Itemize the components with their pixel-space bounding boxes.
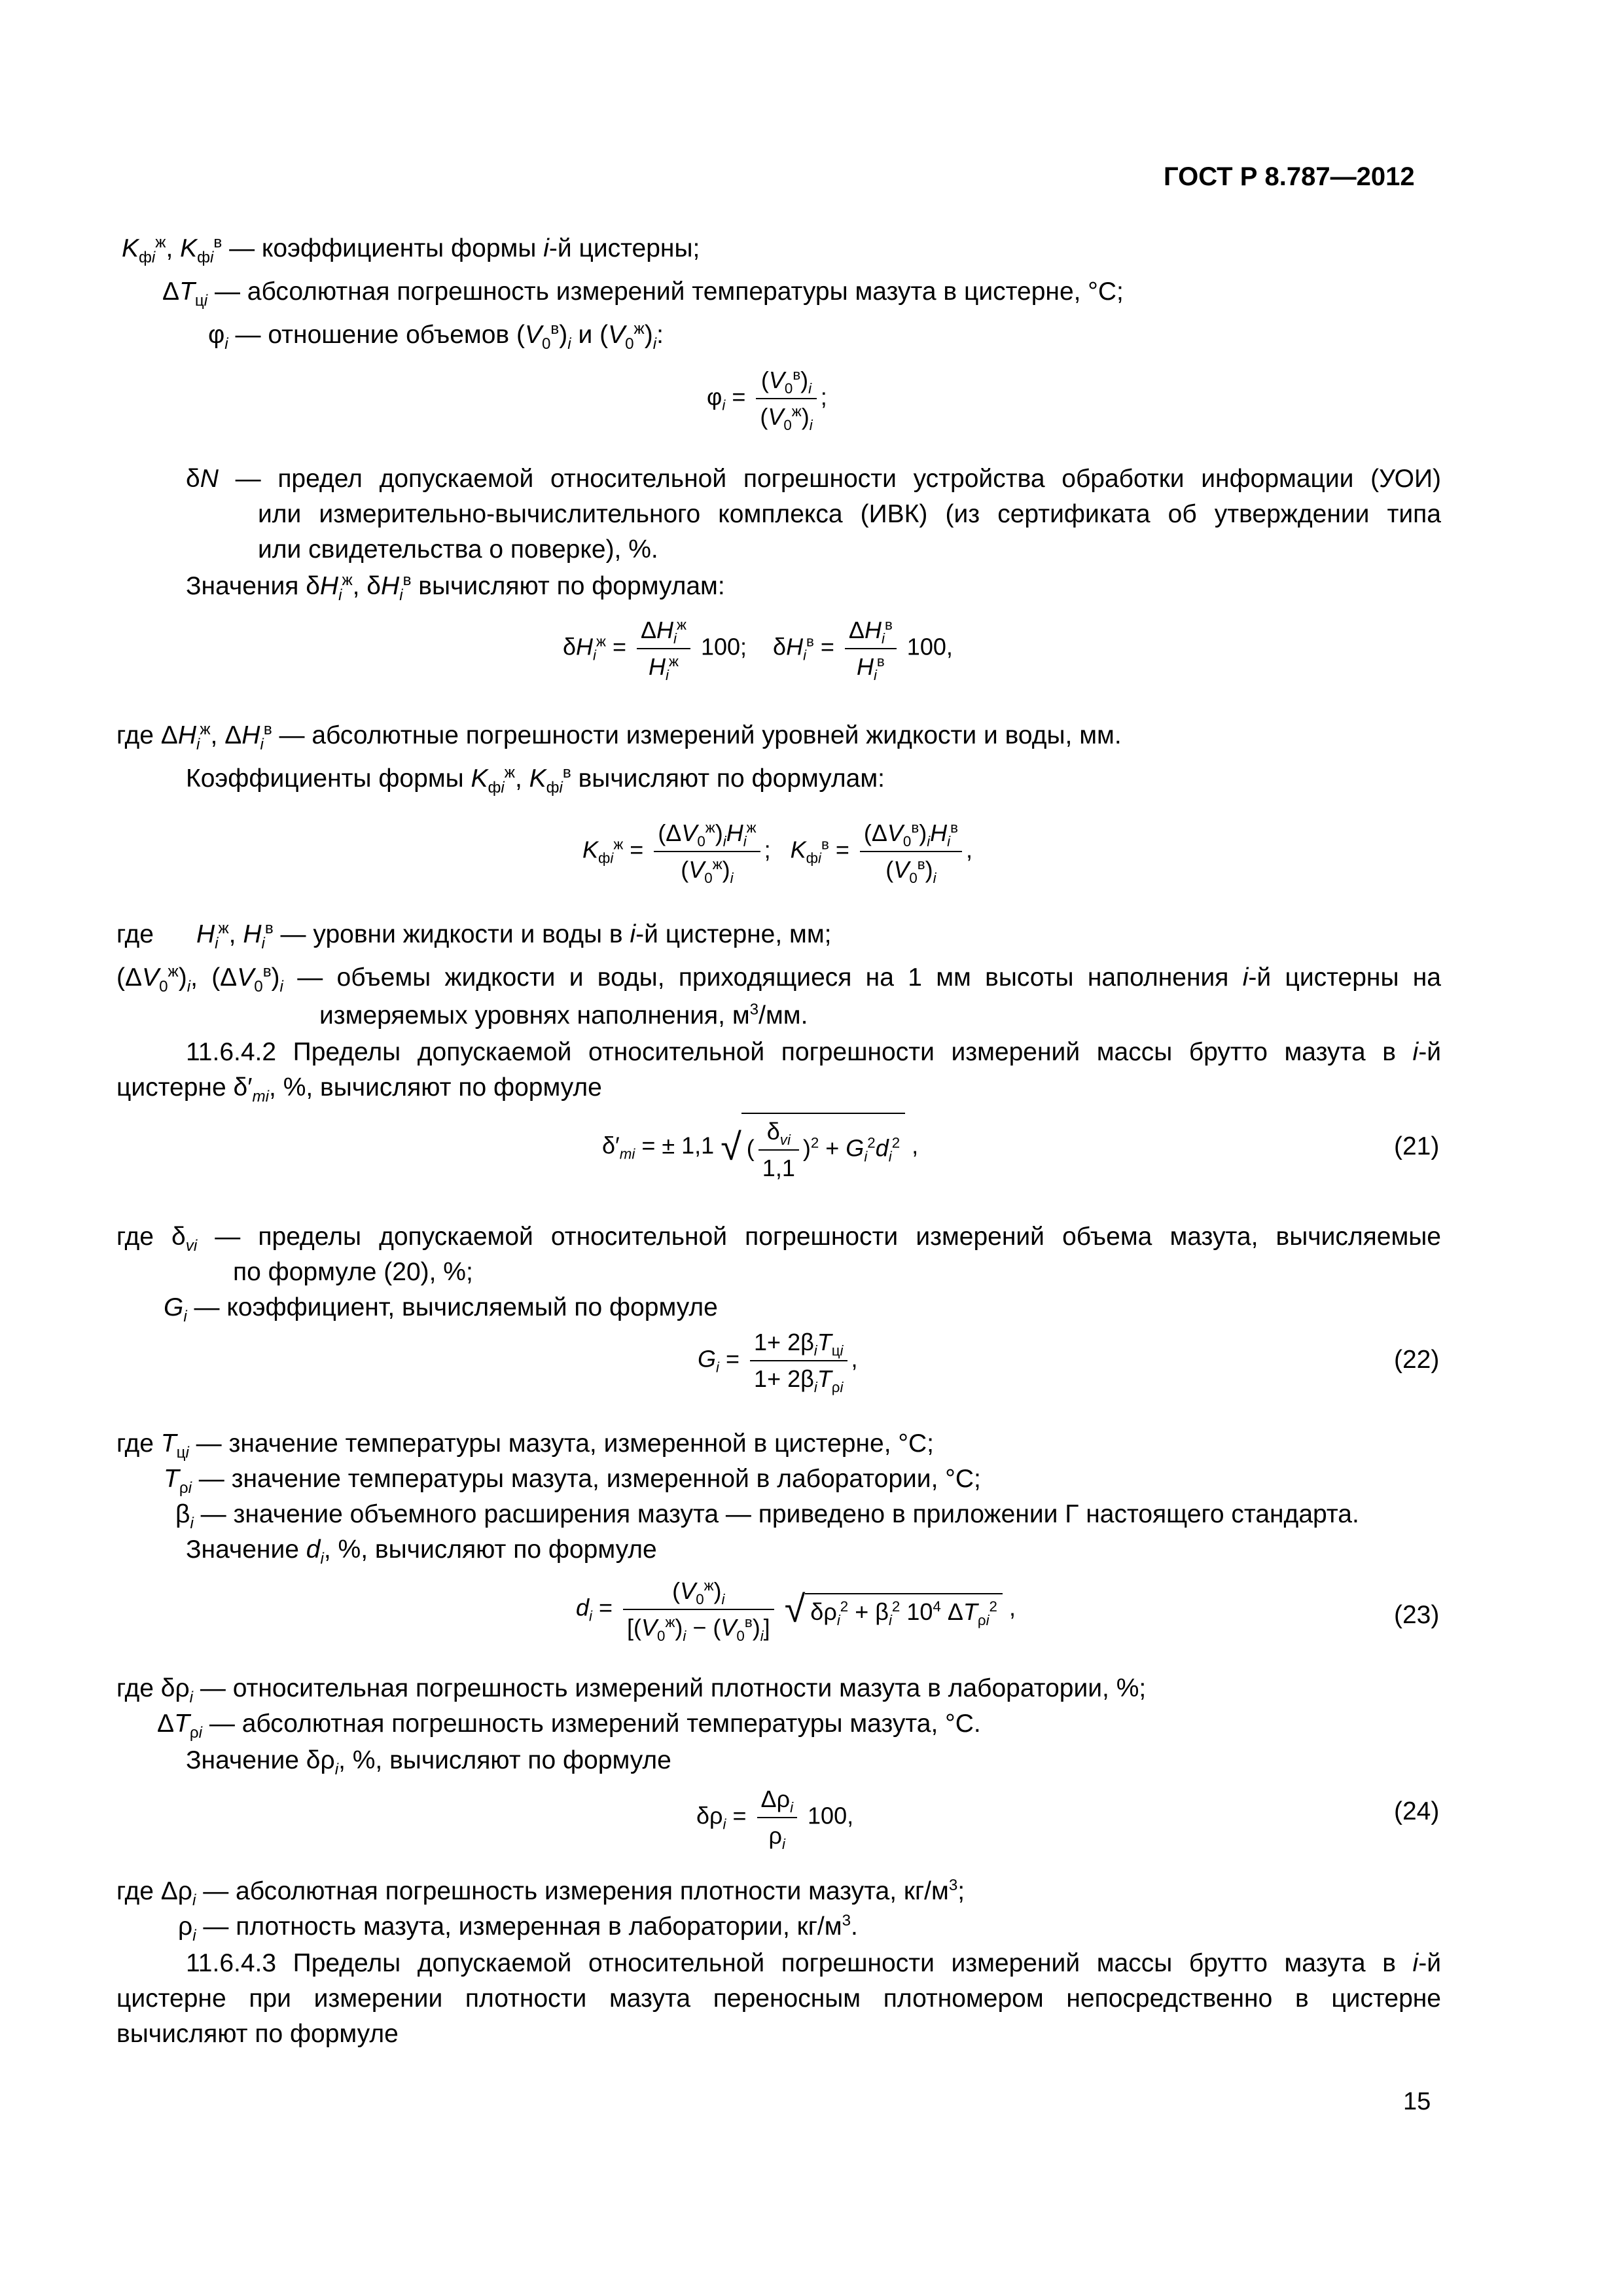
def-delta-rho-abs: где $\Delta\rho_i$ — абсолютная погрешность измерения плотности мазута, $кг/м^3$; bbox=[116, 1876, 965, 1909]
section-11-6-4-3: 11.6.4.3 Пределы допускаемой относительной погрешности измерений массы брутто мазута в i-й bbox=[186, 1949, 1441, 1977]
def-levels: где $H_i^ж$, $H_i^в$ — уровни жидкости и воды в i-й цистерне, мм; bbox=[116, 920, 832, 952]
formula-22: $G_i$ = $\frac{1+ 2\beta_iT_{цi}}{1+ 2\beta_iT_{\rho i}}$ , bbox=[698, 1329, 858, 1396]
equation-number-21: (21) bbox=[1394, 1132, 1440, 1160]
text-value-delta-rho: Значение $\delta\rho_i$, %, вычисляют по формуле bbox=[186, 1746, 671, 1778]
formula-24: $\delta\rho_i$ = $\frac{\Delta\rho_i}{\rho_i}$ 100, bbox=[696, 1785, 854, 1853]
document-header: ГОСТ Р 8.787—2012 bbox=[1164, 162, 1415, 191]
def-rho: $\rho_i$ — плотность мазута, измеренная в лаборатории, $кг/м^3$. bbox=[178, 1912, 858, 1945]
formula-k-shape: $K_{фi}^ж$ = $\frac{(\Delta V_0^ж)_iH_i^ж}{(V_0^ж)_i}$ ; $K_{фi}^в$ = $\frac{(\Delta V_0^в)_iH_i^в}{(V_0^в)_i}$ , bbox=[582, 819, 973, 887]
def-delta-t-lab: $\Delta T_{\rho i}$ — абсолютная погрешность измерений температуры мазута, °С. bbox=[157, 1710, 981, 1742]
def-k-coefficients: $K_{фi}^ж$, $K_{фi}^в$ — коэффициенты формы i-й цистерны; bbox=[122, 234, 700, 266]
def-delta-n-cont1: или измерительно-вычислительного комплекса (ИВК) (из сертификата об утверждении типа bbox=[258, 500, 1441, 528]
section-11-6-4-2: 11.6.4.2 Пределы допускаемой относительной погрешности измерений массы брутто мазута в i-й bbox=[186, 1038, 1441, 1066]
def-delta-v: где $\delta_{vi}$ — пределы допускаемой относительной погрешности измерений объема мазута, вычисляемые bbox=[116, 1223, 1441, 1255]
def-delta-v-cont: по формуле (20), %; bbox=[233, 1258, 473, 1286]
def-delta-n: δN — предел допускаемой относительной погрешности устройства обработки информации (УОИ) bbox=[186, 465, 1441, 493]
formula-delta-h: $\delta H_i^ж$ = $\frac{\Delta H_i^ж}{H_i^ж}$ 100; $\delta H_i^в$ = $\frac{\Delta H_i^в}{H_i^в}$ 100, bbox=[563, 617, 953, 684]
section-11-6-4-3-cont2: вычисляют по формуле bbox=[116, 2020, 399, 2048]
def-delta-n-cont2: или свидетельства о поверке), %. bbox=[258, 535, 658, 564]
section-11-6-4-2-cont: цистерне $\delta'_{mi}$, %, вычисляют по формуле bbox=[116, 1073, 602, 1105]
def-delta-rho: где $\delta\rho_i$ — относительная погрешность измерений плотности мазута в лаборатории, %; bbox=[116, 1674, 1147, 1706]
def-volumes: $(\Delta V_0^ж)_i$, $(\Delta V_0^в)_i$ — объемы жидкости и воды, приходящиеся на 1 мм высоты наполнения i-й цистерны на bbox=[116, 963, 1441, 996]
def-delta-h-abs: где $\Delta H_i^ж$, $\Delta H_i^в$ — абсолютные погрешности измерений уровней жидкости и воды, мм. bbox=[116, 721, 1122, 753]
formula-phi: $\varphi_i$ = $\frac{(V_0^в)_i}{(V_0^ж)_i}$ ; bbox=[707, 367, 827, 434]
formula-23: $d_i$ = $\frac{(V_0^ж)_i}{[(V_0^ж)_i - (V_0^в)_i]}$ √ $\delta\rho_i^2 + \beta_i^2$ $10^4$ $\Delta T_{\rho i}^2$ , bbox=[576, 1577, 1016, 1645]
equation-number-23: (23) bbox=[1394, 1601, 1440, 1629]
text-shape-coefficients: Коэффициенты формы $K_{фi}^ж$, $K_{фi}^в$ вычисляют по формулам: bbox=[186, 764, 885, 797]
equation-number-24: (24) bbox=[1394, 1797, 1440, 1825]
def-volumes-cont: измеряемых уровнях наполнения, $м^3/мм$. bbox=[319, 1001, 808, 1030]
def-beta: $\beta_i$ — значение объемного расширения мазута — приведено в приложении Г настоящего стандарта. bbox=[175, 1500, 1359, 1532]
def-t-lab: $T_{\rho i}$ — значение температуры мазута, измеренной в лаборатории, °С; bbox=[164, 1465, 981, 1497]
def-g: $G_i$ — коэффициент, вычисляемый по формуле bbox=[164, 1293, 718, 1325]
def-phi: $\varphi_i$ — отношение объемов $(V_0^в)_i$ и $(V_0^ж)_i$: bbox=[208, 320, 664, 353]
equation-number-22: (22) bbox=[1394, 1346, 1440, 1374]
formula-21: $\delta'_{mi}$ = ± 1,1 √ ( $\frac{\delta_{vi}}{1,1}$ )$^2 + G_i^2d_i^2$ , bbox=[602, 1113, 918, 1182]
text-value-d: Значение $d_i$, %, вычисляют по формуле bbox=[186, 1535, 657, 1568]
text-values-delta-h: Значения $\delta H_i^ж$, $\delta H_i^в$ вычисляют по формулам: bbox=[186, 571, 725, 604]
section-11-6-4-3-cont1: цистерне при измерении плотности мазута переносным плотномером непосредственно в цистерне bbox=[116, 1984, 1441, 2013]
def-delta-t-tsistern: $\Delta T_{цi}$ — абсолютная погрешность измерений температуры мазута в цистерне, °С; bbox=[162, 278, 1124, 310]
def-t-tsistern: где $T_{цi}$ — значение температуры мазута, измеренной в цистерне, °С; bbox=[116, 1429, 934, 1462]
page-number: 15 bbox=[1403, 2088, 1431, 2115]
